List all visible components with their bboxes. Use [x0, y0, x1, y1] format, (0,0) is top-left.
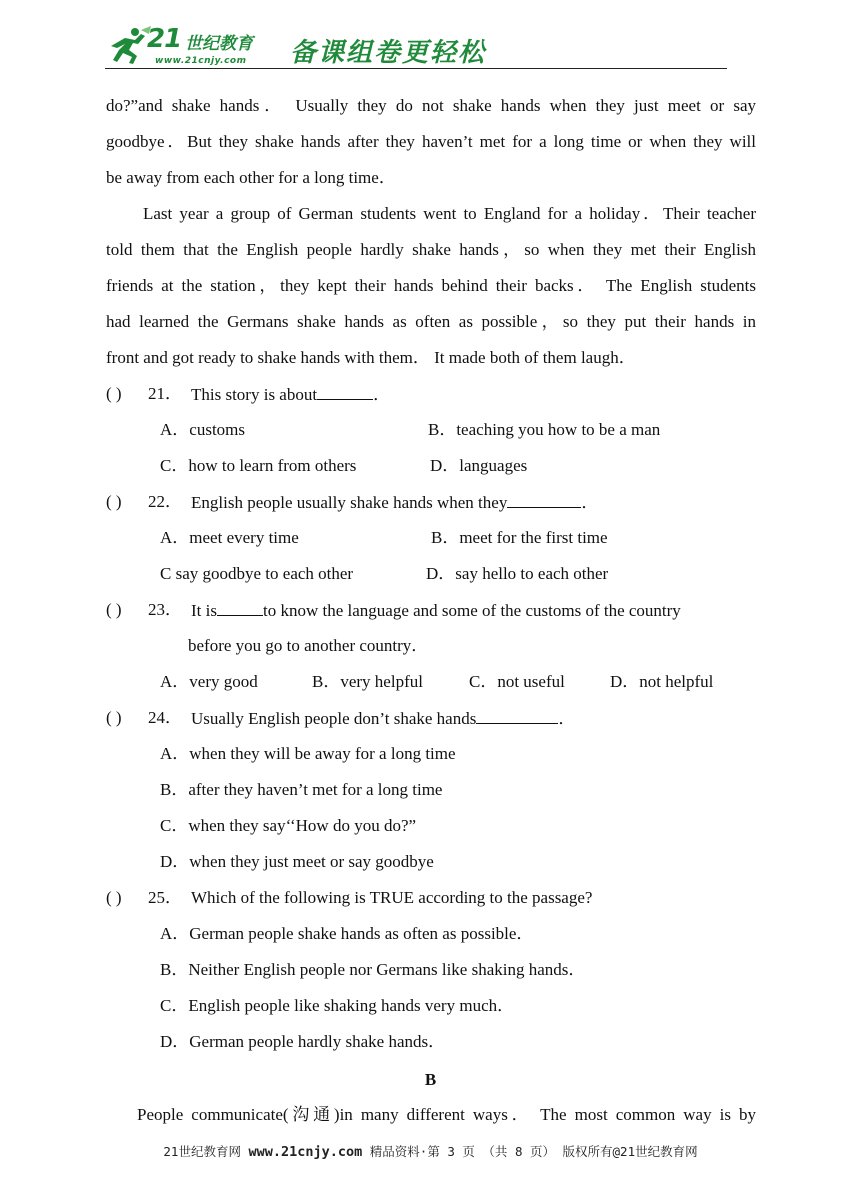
passage-line: goodbye．But they shake hands after they haven’t met for a long time or when they will	[106, 132, 756, 151]
passage-line: friends at the station，they kept their hands behind their backs． The English students	[106, 276, 756, 295]
passage-line: had learned the Germans shake hands as often as possible，so they put their hands in	[106, 312, 756, 331]
option-a: A．German people shake hands as often as possible．	[160, 924, 534, 943]
option-c: C．how to learn from others	[160, 456, 357, 475]
question-stem: It is to know the language and some of the customs of the country	[191, 601, 681, 620]
logo-number: 21	[147, 24, 182, 54]
option-b: B．very helpful	[312, 672, 423, 691]
passage-line: told them that the English people hardly shake hands，so when they met their English	[106, 240, 756, 259]
question-number: 25．	[148, 888, 182, 907]
answer-bracket[interactable]: ( )	[106, 708, 122, 727]
option-d: D．when they just meet or say goodbye	[160, 852, 434, 871]
option-c: C．English people like shaking hands very much．	[160, 996, 515, 1015]
answer-blank	[317, 384, 373, 400]
footer-site-link[interactable]: www.21cnjy.com	[248, 1144, 363, 1160]
option-a: A．customs	[160, 420, 245, 439]
runner-logo-icon	[105, 26, 153, 66]
page-footer	[0, 1142, 861, 1160]
question-stem: Which of the following is TRUE according to the passage?	[191, 888, 593, 907]
question-stem: English people usually shake hands when they ．	[191, 493, 599, 512]
option-a: A．meet every time	[160, 528, 299, 547]
option-c: C．not useful	[469, 672, 565, 691]
logo-url: www.21cnjy.com	[155, 56, 247, 66]
passage-line: Last year a group of German students went to England for a holiday．Their teacher	[143, 204, 756, 223]
question-number: 24．	[148, 708, 182, 727]
answer-bracket[interactable]: ( )	[106, 888, 122, 907]
option-b: B．Neither English people nor Germans like shaking hands．	[160, 960, 586, 979]
option-d: D．languages	[430, 456, 528, 475]
answer-blank	[476, 708, 558, 724]
question-stem: This story is about ．	[191, 385, 391, 404]
question-number: 23．	[148, 600, 182, 619]
passage-line: People communicate(沟通)in many different ways． The most common way is by	[137, 1105, 756, 1124]
header-divider	[105, 68, 727, 69]
question-number: 21．	[148, 384, 182, 403]
footer-suffix: 精品资料·第 3 页 （共 8 页） 版权所有@21世纪教育网	[362, 1144, 698, 1159]
option-b: B．after they haven’t met for a long time	[160, 780, 443, 799]
section-heading: B	[424, 1070, 437, 1089]
page-header	[105, 22, 727, 70]
option-d: D．German people hardly shake hands．	[160, 1032, 446, 1051]
answer-bracket[interactable]: ( )	[106, 384, 122, 403]
question-stem-continued: before you go to another country．	[188, 636, 429, 655]
passage-line: do?”and shake hands． Usually they do not shake hands when they just meet or say	[106, 96, 756, 115]
question-stem: Usually English people don’t shake hands ．	[191, 709, 576, 728]
option-a: A．very good	[160, 672, 258, 691]
logo-chinese-name: 世纪教育	[185, 34, 253, 54]
option-d: D．not helpful	[610, 672, 714, 691]
passage-line: be away from each other for a long time．	[106, 168, 396, 187]
option-c: C say goodbye to each other	[160, 564, 354, 583]
footer-prefix: 21世纪教育网	[163, 1144, 249, 1159]
answer-bracket[interactable]: ( )	[106, 600, 122, 619]
option-b: B．meet for the first time	[431, 528, 608, 547]
option-b: B．teaching you how to be a man	[428, 420, 661, 439]
option-d: D．say hello to each other	[426, 564, 609, 583]
answer-bracket[interactable]: ( )	[106, 492, 122, 511]
answer-blank	[217, 600, 263, 616]
answer-blank	[507, 492, 581, 508]
header-slogan: 备课组卷更轻松	[290, 38, 487, 68]
passage-line: front and got ready to shake hands with them． It made both of them laugh．	[106, 348, 636, 367]
option-c: C．when they say‘‘How do you do?”	[160, 816, 417, 835]
question-number: 22．	[148, 492, 182, 511]
option-a: A．when they will be away for a long time	[160, 744, 456, 763]
